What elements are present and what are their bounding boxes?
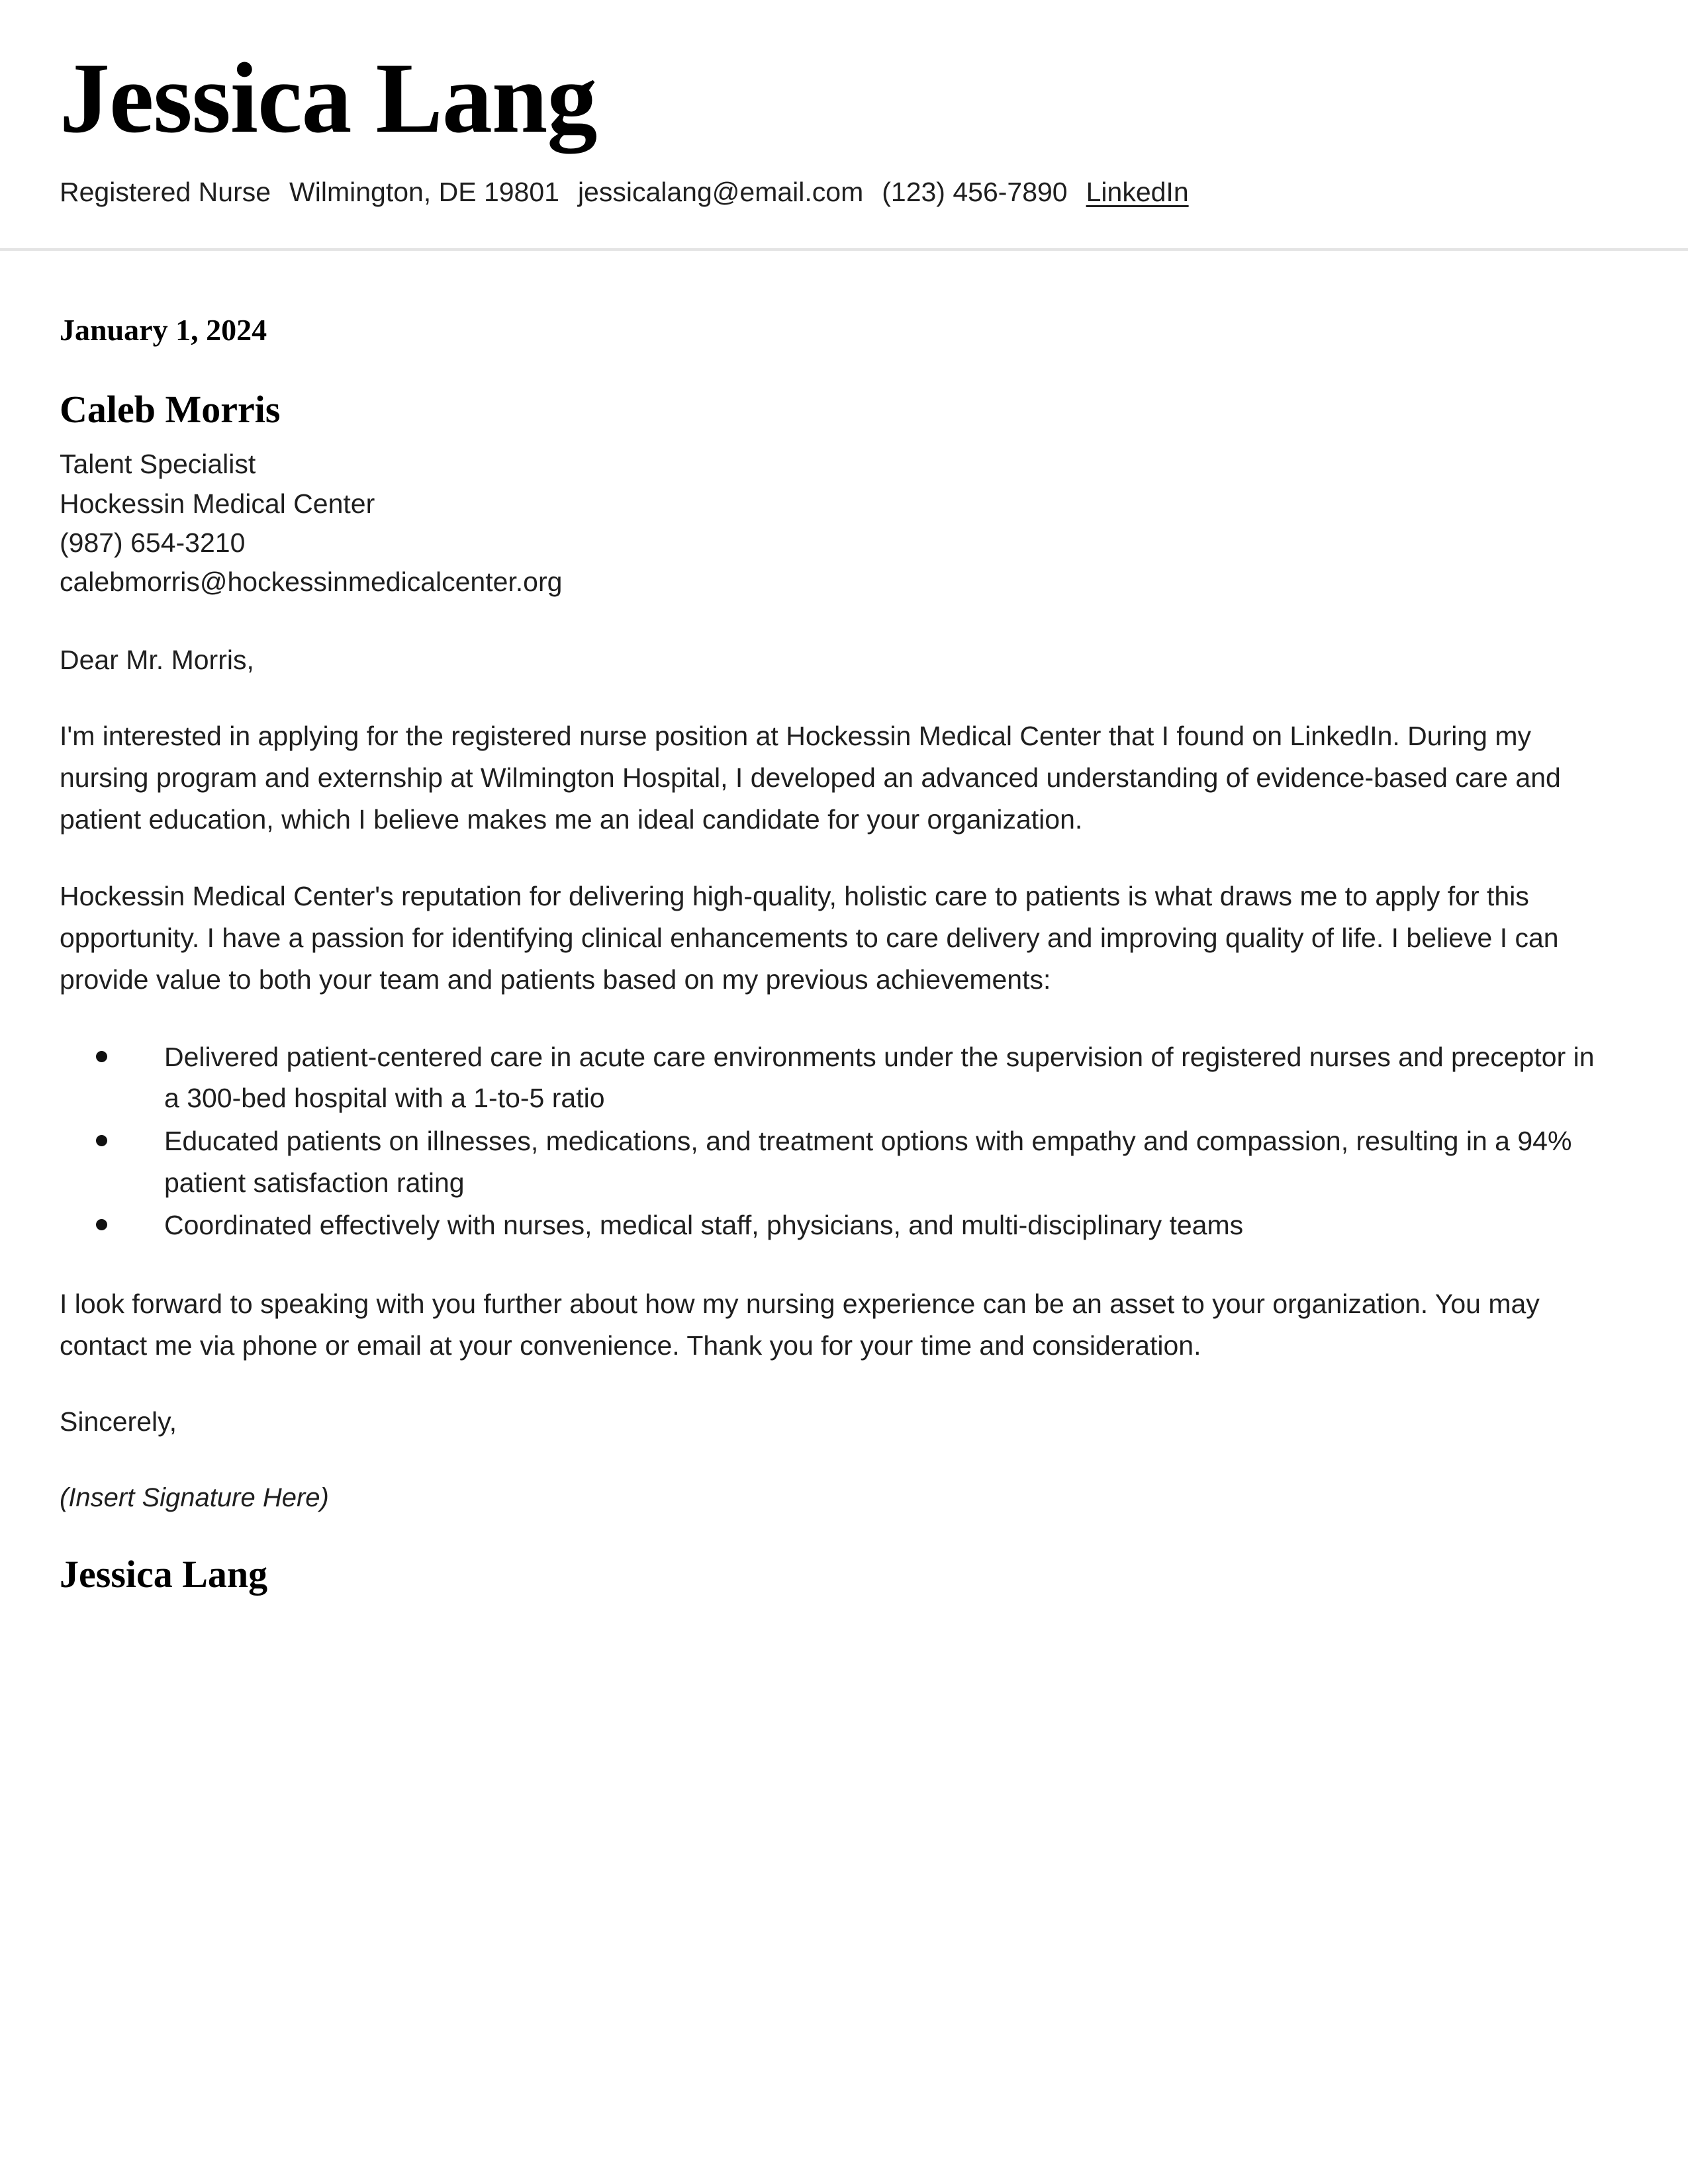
achievement-text: Educated patients on illnesses, medications, and treatment options with empathy and compassion, resulting in a 94% patient satisfaction rating [164,1126,1572,1198]
achievements-list [60,1001,1615,1247]
applicant-name: Jessica Lang [60,42,597,154]
letter-body [0,251,1688,1597]
body-paragraph-1: I'm interested in applying for the registered nurse position at Hockessin Medical Center that I found on LinkedIn. During my nursing program and externship at Wilmington Hospital, I developed an advanced understanding of evidence-based care and patient education, which I believe makes me an ideal candidate for your organization. [60,721,1561,835]
achievement-text: Delivered patient-centered care in acute care environments under the supervision of registered nurses and preceptor in a 300-bed hospital with a 1-to-5 ratio [164,1041,1595,1114]
recipient-job-title: Talent Specialist [60,449,256,480]
salutation: Dear Mr. Morris, [60,644,254,675]
signature-placeholder: (Insert Signature Here) [60,1483,329,1513]
contact-phone: (123) 456-7890 [882,177,1068,207]
letter-date: January 1, 2024 [60,313,267,347]
letter-header [0,0,1688,248]
list-item [60,1036,1615,1119]
body-paragraph-2: Hockessin Medical Center's reputation for delivering high-quality, holistic care to patients is what draws me to apply for this opportunity. I have a passion for identifying clinical enhancements to care delivery and improving quality of life. I believe I can provide value to both your team and patients based on my previous achievements: [60,881,1559,995]
contact-info-line [60,175,1628,248]
recipient-name: Caleb Morris [60,388,281,432]
recipient-block [60,348,1628,602]
body-paragraph-3: I look forward to speaking with you further about how my nursing experience can be an asset to your organization. You may contact me via phone or email at your convenience. Thank you for your time and consideration. [60,1289,1540,1361]
list-item [60,1120,1615,1203]
bullet-dot-icon [96,1051,107,1062]
bullet-dot-icon [96,1219,107,1230]
sign-off: Sincerely, [60,1406,177,1437]
contact-email[interactable]: jessicalang@email.com [577,177,864,207]
recipient-phone: (987) 654-3210 [60,527,246,558]
list-item [60,1205,1615,1246]
contact-location: Wilmington, DE 19801 [289,177,559,207]
recipient-company: Hockessin Medical Center [60,488,375,519]
signature-block [60,1367,1628,1598]
bullet-dot-icon [96,1135,107,1146]
contact-linkedin-link[interactable]: LinkedIn [1086,177,1189,207]
signature-name: Jessica Lang [60,1553,268,1596]
achievement-text: Coordinated effectively with nurses, medical staff, physicians, and multi-disciplinary teams [164,1210,1244,1241]
recipient-email: calebmorris@hockessinmedicalcenter.org [60,567,563,598]
contact-job-title: Registered Nurse [60,177,271,207]
